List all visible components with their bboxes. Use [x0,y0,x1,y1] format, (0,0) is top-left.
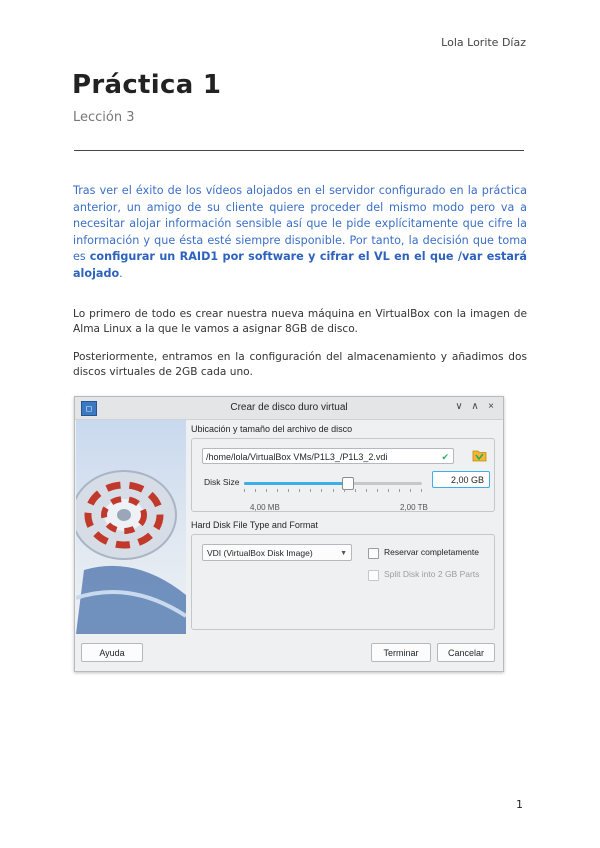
disk-format-value: VDI (VirtualBox Disk Image) [207,548,313,558]
location-section-label: Ubicación y tamaño del archivo de disco [191,424,353,434]
reserve-checkbox[interactable] [368,548,379,559]
paragraph-1: Lo primero de todo es crear nuestra nueva máquina en VirtualBox con la imagen de Alma Linux a la que le vamos a asignar 8GB de disco. [73,308,527,335]
reserve-label[interactable]: Reservar completamente [384,547,479,557]
disk-format-select[interactable] [202,544,352,561]
minimize-button[interactable]: ∨ [455,401,463,412]
finish-button[interactable]: Terminar [371,643,431,662]
intro-text: Tras ver el éxito de los vídeos alojados en el servidor configurado en la práctica anterior, un amigo de su cliente quiere proceder del mismo modo pero va a necesitar alojar información sensible así que le pide explícitamente que cifre la información y que ésta esté siempre disponible. Por tanto, la decisión que toma es [73,184,527,263]
location-group [191,438,495,512]
maximize-button[interactable]: ∧ [471,401,479,412]
slider-ticks [244,489,422,492]
paragraph-2: Posteriormente, entramos en la configuración del almacenamiento y añadimos dos discos virtuales de 2GB cada uno. [73,351,527,378]
author-name: Lola Lorite Díaz [441,36,526,49]
disk-illustration [76,420,186,634]
split-label[interactable]: Split Disk into 2 GB Parts [384,569,480,579]
filetype-section-label: Hard Disk File Type and Format [191,520,318,530]
dialog-title: Crear de disco duro virtual [230,402,348,413]
title-divider [74,150,524,151]
disk-size-slider[interactable] [244,482,422,485]
split-checkbox[interactable] [368,570,379,581]
folder-icon[interactable] [472,448,487,462]
virtualbox-icon: ◻ [81,401,97,416]
slider-fill [244,482,347,485]
intro-paragraph [73,183,527,282]
close-button[interactable]: × [488,401,494,412]
check-icon: ✔ [441,452,449,462]
cancel-button[interactable]: Cancelar [437,643,495,662]
filetype-group [191,534,495,630]
chevron-down-icon: ▼ [340,550,347,557]
disk-path-input[interactable] [202,448,454,464]
dialog-titlebar[interactable] [75,397,503,420]
disk-size-label: Disk Size [204,477,240,487]
page-subtitle: Lección 3 [73,110,135,125]
wizard-side-image [76,420,186,634]
disk-path-value: /home/lola/VirtualBox VMs/P1L3_/P1L3_2.vdi [206,452,388,462]
help-button[interactable]: Ayuda [81,643,143,662]
dialog-content [187,420,499,634]
intro-bold-text: configurar un RAID1 por software y cifrar el VL en el que /var estará alojado [73,250,527,280]
disk-size-input[interactable]: 2,00 GB [432,471,490,488]
page-number: 1 [516,798,523,811]
size-range-min: 4,00 MB [250,503,280,512]
intro-end: . [119,266,123,280]
page-title: Práctica 1 [72,70,222,100]
create-virtual-disk-dialog [74,396,504,672]
size-range-max: 2,00 TB [400,503,428,512]
